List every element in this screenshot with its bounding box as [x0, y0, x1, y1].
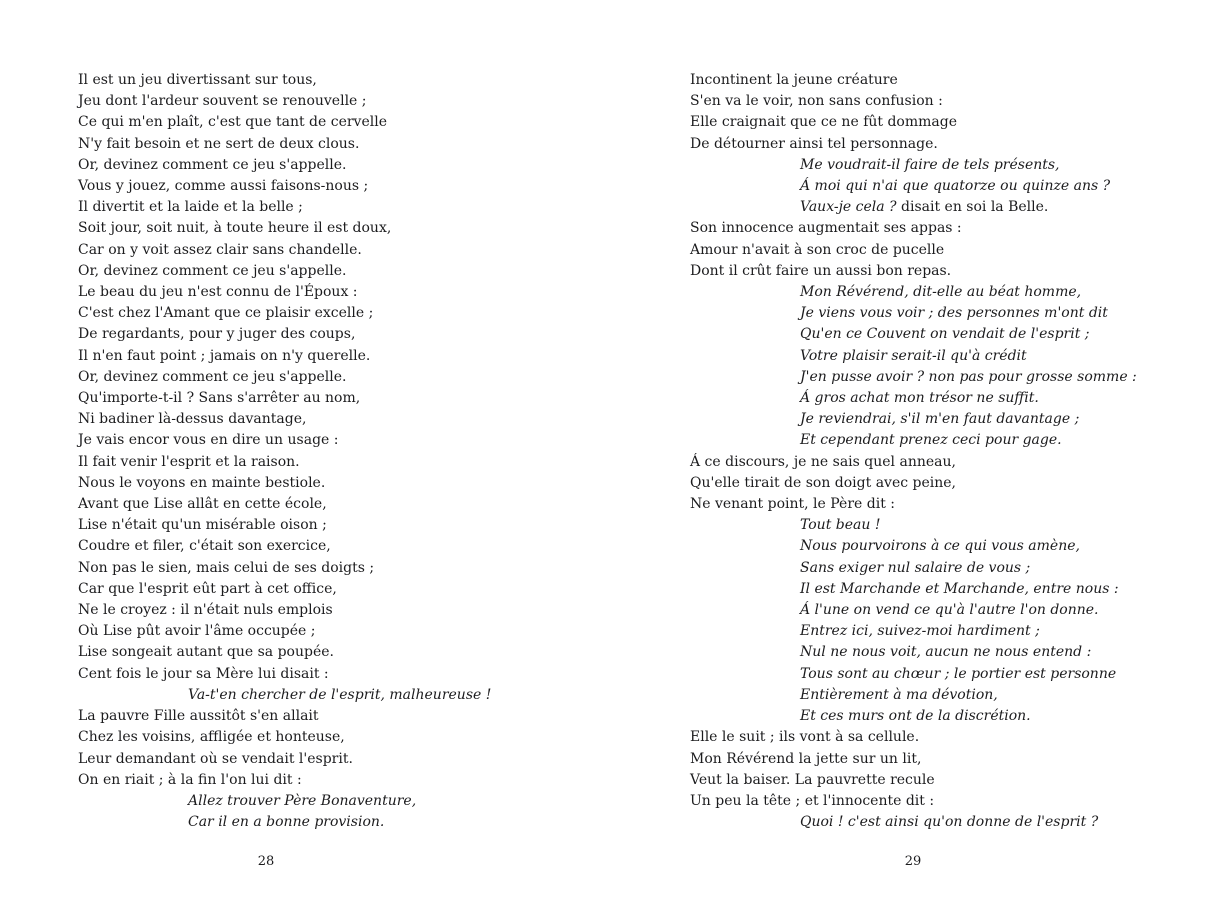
poem-line [690, 409, 1136, 430]
poem-line [78, 388, 454, 409]
page-number-left: 28 [257, 854, 275, 869]
poem-line [78, 812, 454, 833]
poem-line-italic-segment: Il est Marchande et Marchande, entre nous : [800, 580, 1119, 597]
poem-line [78, 240, 454, 261]
poem-line [78, 770, 454, 791]
page-number-right: 29 [904, 854, 922, 869]
poem-line-segment: Á ce discours, je ne sais quel anneau, [690, 453, 956, 470]
poem-line-segment: Le beau du jeu n'est connu de l'Époux : [78, 284, 358, 301]
poem-line [690, 727, 1136, 748]
poem-line [78, 473, 454, 494]
poem-line-segment: Elle le suit ; ils vont à sa cellule. [690, 729, 920, 746]
poem-line-segment: Coudre et filer, c'était son exercice, [78, 538, 331, 555]
poem-line-segment: Or, devinez comment ce jeu s'appelle. [78, 262, 347, 279]
poem-line [690, 749, 1136, 770]
poem-line [78, 197, 454, 218]
poem-line [78, 664, 454, 685]
poem-line [690, 812, 1136, 833]
poem-line-segment: Veut la baiser. La pauvrette recule [690, 771, 935, 788]
poem-line-segment: Avant que Lise allât en cette école, [78, 496, 327, 513]
poem-line-segment: Il est un jeu divertissant sur tous, [78, 72, 317, 88]
poem-line-segment: Ce qui m'en plaît, c'est que tant de cervelle [78, 114, 387, 131]
poem-line [690, 558, 1136, 579]
poem-line-italic-segment: Entrez ici, suivez-moi hardiment ; [800, 623, 1040, 640]
poem-line-italic-segment: Nul ne nous voit, aucun ne nous entend : [800, 644, 1092, 661]
poem-line-italic-segment: Votre plaisir serait-il qu'à crédit [800, 347, 1027, 364]
poem-line [690, 388, 1136, 409]
poem-line-segment: On en riait ; à la fin l'on lui dit : [78, 771, 302, 788]
poem-line [690, 303, 1136, 324]
poem-line-italic-segment: Quoi ! c'est ainsi qu'on donne de l'esprit ? [800, 814, 1099, 831]
poem-line-italic-segment: Qu'en ce Couvent on vendait de l'esprit ; [800, 326, 1090, 343]
poem-line [690, 240, 1136, 261]
poem-line [690, 494, 1136, 515]
poem-line [78, 324, 454, 345]
poem-line-segment: Leur demandant où se vendait l'esprit. [78, 750, 353, 767]
poem-line [78, 70, 454, 91]
poem-line-italic-segment: Á gros achat mon trésor ne suffit. [800, 390, 1039, 407]
poem-line [690, 197, 1136, 218]
poem-line [690, 664, 1136, 685]
poem-line-segment: Elle craignait que ce ne fût dommage [690, 114, 957, 131]
poem-line-segment: S'en va le voir, non sans confusion : [690, 93, 943, 110]
poem-line-segment: Mon Révérend la jette sur un lit, [690, 750, 922, 767]
poem-line-segment: Jeu dont l'ardeur souvent se renouvelle ; [78, 93, 367, 110]
poem-line [78, 112, 454, 133]
poem-line-segment: Ni badiner là-dessus davantage, [78, 411, 307, 428]
poem-line-segment: Il n'en faut point ; jamais on n'y querelle. [78, 347, 371, 364]
poem-line [690, 452, 1136, 473]
poem-line [690, 367, 1136, 388]
poem-line-segment: Ne venant point, le Père dit : [690, 496, 895, 513]
poem-line-segment: Car on y voit assez clair sans chandelle. [78, 241, 362, 258]
poem-line [78, 642, 454, 663]
poem-line-segment: De regardants, pour y juger des coups, [78, 326, 356, 343]
poem-line-italic-segment: Nous pourvoirons à ce qui vous amène, [800, 538, 1080, 555]
poem-line-segment: Je vais encor vous en dire un usage : [78, 432, 339, 449]
poem-line-italic-segment: Je reviendrai, s'il m'en faut davantage ; [800, 411, 1080, 428]
poem-line-segment: De détourner ainsi tel personnage. [690, 135, 938, 152]
poem-line [78, 600, 454, 621]
poem-line-italic-segment: Vaux-je cela ? [800, 199, 902, 216]
poem-line-segment: Un peu la tête ; et l'innocente dit : [690, 792, 935, 809]
poem-line-segment: Nous le voyons en mainte bestiole. [78, 474, 326, 491]
poem-line [78, 367, 454, 388]
poem-text-left [78, 70, 492, 833]
poem-line [78, 261, 454, 282]
poem-line-segment: Il divertit et la laide et la belle ; [78, 199, 303, 216]
poem-line-segment: La pauvre Fille aussitôt s'en allait [78, 708, 319, 725]
poem-line [690, 176, 1136, 197]
poem-line-italic-segment: Me voudrait-il faire de tels présents, [800, 156, 1060, 173]
poem-line [690, 218, 1136, 239]
poem-line [78, 494, 454, 515]
poem-line-segment: Son innocence augmentait ses appas : [690, 220, 962, 237]
poem-line-italic-segment: Et cependant prenez ceci pour gage. [800, 432, 1062, 449]
poem-line-segment: Qu'elle tirait de son doigt avec peine, [690, 474, 957, 491]
page-left [78, 70, 492, 890]
poem-line [78, 176, 454, 197]
poem-line-segment: Car que l'esprit eût part à cet office, [78, 580, 337, 597]
poem-line [690, 346, 1136, 367]
poem-line [690, 70, 1136, 91]
poem-line [78, 452, 454, 473]
poem-line [690, 706, 1136, 727]
poem-line-segment: C'est chez l'Amant que ce plaisir excelle ; [78, 305, 374, 322]
poem-line [690, 155, 1136, 176]
poem-line-segment: N'y fait besoin et ne sert de deux clous. [78, 135, 360, 152]
poem-line [690, 430, 1136, 451]
poem-line-italic-segment: Mon Révérend, dit-elle au béat homme, [800, 284, 1082, 301]
poem-line-segment: Chez les voisins, affligée et honteuse, [78, 729, 345, 746]
poem-line-segment: Lise songeait autant que sa poupée. [78, 644, 334, 661]
poem-line-segment: Or, devinez comment ce jeu s'appelle. [78, 156, 347, 173]
poem-line [690, 473, 1136, 494]
poem-line-segment: Il fait venir l'esprit et la raison. [78, 453, 300, 470]
poem-line [78, 430, 454, 451]
poem-line-italic-segment: Entièrement à ma dévotion, [800, 686, 998, 703]
poem-line [690, 600, 1136, 621]
poem-line [78, 791, 454, 812]
poem-line [690, 91, 1136, 112]
poem-line [78, 134, 454, 155]
poem-line [690, 685, 1136, 706]
poem-line [78, 282, 454, 303]
poem-line-segment: Cent fois le jour sa Mère lui disait : [78, 665, 329, 682]
poem-line [690, 621, 1136, 642]
poem-line-segment: Non pas le sien, mais celui de ses doigts ; [78, 559, 375, 576]
poem-line-italic-segment: Je viens vous voir ; des personnes m'ont dit [800, 305, 1108, 322]
poem-line [78, 218, 454, 239]
poem-line-segment: disait en soi la Belle. [901, 199, 1049, 216]
poem-line [78, 155, 454, 176]
poem-line-italic-segment: Va-t'en chercher de l'esprit, malheureuse ! [188, 686, 492, 703]
poem-line [690, 536, 1136, 557]
poem-line-italic-segment: Á l'une on vend ce qu'à l'autre l'on donne. [800, 602, 1099, 619]
page-right [690, 70, 1136, 890]
poem-line [690, 112, 1136, 133]
poem-line-italic-segment: Car il en a bonne provision. [188, 814, 385, 831]
poem-line-segment: Ne le croyez : il n'était nuls emplois [78, 602, 333, 619]
poem-line-segment: Vous y jouez, comme aussi faisons-nous ; [78, 178, 369, 195]
poem-line-italic-segment: Sans exiger nul salaire de vous ; [800, 559, 1031, 576]
poem-line [690, 791, 1136, 812]
poem-line [690, 770, 1136, 791]
poem-line [690, 324, 1136, 345]
poem-line-segment: Soit jour, soit nuit, à toute heure il est doux, [78, 220, 392, 237]
poem-line [690, 261, 1136, 282]
poem-line [78, 536, 454, 557]
poem-line-segment: Lise n'était qu'un misérable oison ; [78, 517, 327, 534]
poem-line [690, 642, 1136, 663]
poem-line-segment: Où Lise pût avoir l'âme occupée ; [78, 623, 316, 640]
poem-line-italic-segment: Tous sont au chœur ; le portier est personne [800, 665, 1117, 682]
poem-line-italic-segment: Et ces murs ont de la discrétion. [800, 708, 1031, 725]
poem-line-italic-segment: Á moi qui n'ai que quatorze ou quinze ans ? [800, 178, 1111, 195]
poem-line [78, 706, 454, 727]
poem-line-segment: Or, devinez comment ce jeu s'appelle. [78, 368, 347, 385]
poem-line [78, 685, 492, 706]
poem-line [690, 282, 1136, 303]
poem-line [78, 621, 454, 642]
poem-line-italic-segment: Tout beau ! [800, 517, 881, 534]
poem-line-segment: Incontinent la jeune créature [690, 72, 898, 88]
poem-line [690, 134, 1136, 155]
poem-line-segment: Amour n'avait à son croc de pucelle [690, 241, 945, 258]
poem-line [78, 91, 454, 112]
poem-line [78, 579, 454, 600]
poem-line [78, 409, 454, 430]
poem-line-segment: Dont il crût faire un aussi bon repas. [690, 262, 952, 279]
poem-line [78, 727, 454, 748]
poem-text-right [690, 70, 1136, 833]
poem-line [78, 346, 454, 367]
poem-line [78, 558, 454, 579]
poem-line [78, 749, 454, 770]
poem-line-segment: Qu'importe-t-il ? Sans s'arrêter au nom, [78, 390, 361, 407]
poem-line-italic-segment: Allez trouver Père Bonaventure, [188, 792, 417, 809]
poem-line [690, 515, 1136, 536]
poem-line [78, 515, 454, 536]
poem-line-italic-segment: J'en pusse avoir ? non pas pour grosse somme : [800, 368, 1137, 385]
poem-line [690, 579, 1136, 600]
poem-line [78, 303, 454, 324]
